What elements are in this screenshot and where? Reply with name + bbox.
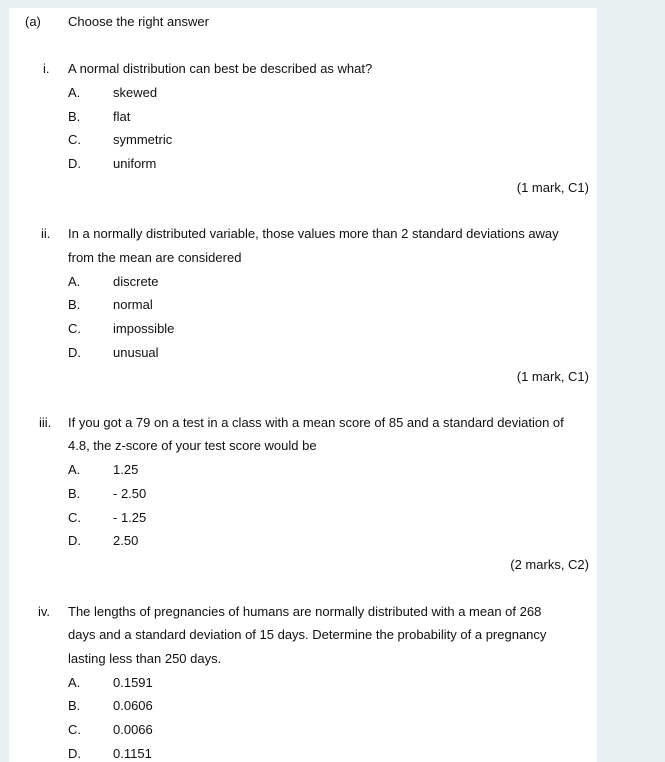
question-text-3-line-1: If you got a 79 on a test in a class with a mean score of 85 and a standard deviation of xyxy=(68,415,564,430)
option-text: skewed xyxy=(113,85,158,100)
option-letter: A. xyxy=(68,462,81,477)
option-letter: C. xyxy=(68,510,81,525)
option-letter: A. xyxy=(68,85,81,100)
question-text-1-line-1: A normal distribution can best be described as what? xyxy=(68,61,373,76)
option-text: unusual xyxy=(113,345,159,360)
option-text: 0.0606 xyxy=(113,698,153,713)
question-text-4-line-3: lasting less than 250 days. xyxy=(68,651,222,666)
option-letter: D. xyxy=(68,345,81,360)
option-text: 0.1591 xyxy=(113,675,153,690)
option-text: 0.1151 xyxy=(113,746,152,761)
marks-allocation-3: (2 marks, C2) xyxy=(510,557,589,572)
option-text: impossible xyxy=(113,321,175,336)
option-text: 1.25 xyxy=(113,462,139,477)
question-text-3-line-2: 4.8, the z-score of your test score would be xyxy=(68,438,317,453)
marks-allocation-1: (1 mark, C1) xyxy=(516,180,589,195)
option-letter: A. xyxy=(68,274,81,289)
option-letter: B. xyxy=(68,297,81,312)
option-letter: B. xyxy=(68,486,81,501)
option-letter: C. xyxy=(68,132,81,147)
question-number-2: ii. xyxy=(41,226,51,241)
question-text-4-line-2: days and a standard deviation of 15 days. Determine the probability of a pregnancy xyxy=(68,627,547,642)
question-text-2-line-2: from the mean are considered xyxy=(68,250,242,265)
option-letter: B. xyxy=(68,109,81,124)
option-text: uniform xyxy=(113,156,157,171)
option-text: 0.0066 xyxy=(113,722,153,737)
question-text-2-line-1: In a normally distributed variable, those values more than 2 standard deviations away xyxy=(68,226,559,241)
document-page xyxy=(9,8,597,762)
section-label: (a) xyxy=(25,14,41,29)
option-letter: D. xyxy=(68,156,81,171)
option-text: flat xyxy=(113,109,131,124)
option-letter: C. xyxy=(68,722,81,737)
option-letter: D. xyxy=(68,746,81,761)
question-number-3: iii. xyxy=(39,415,52,430)
option-letter: D. xyxy=(68,533,81,548)
question-number-1: i. xyxy=(43,61,50,76)
section-instruction: Choose the right answer xyxy=(68,14,209,29)
question-number-4: iv. xyxy=(38,604,51,619)
option-text: symmetric xyxy=(113,132,173,147)
option-text: - 1.25 xyxy=(113,510,147,525)
option-letter: A. xyxy=(68,675,81,690)
option-text: - 2.50 xyxy=(113,486,147,501)
option-text: discrete xyxy=(113,274,159,289)
marks-allocation-2: (1 mark, C1) xyxy=(516,369,589,384)
option-text: 2.50 xyxy=(113,533,139,548)
question-text-4-line-1: The lengths of pregnancies of humans are normally distributed with a mean of 268 xyxy=(68,604,542,619)
option-letter: C. xyxy=(68,321,81,336)
option-text: normal xyxy=(113,297,153,312)
option-letter: B. xyxy=(68,698,81,713)
